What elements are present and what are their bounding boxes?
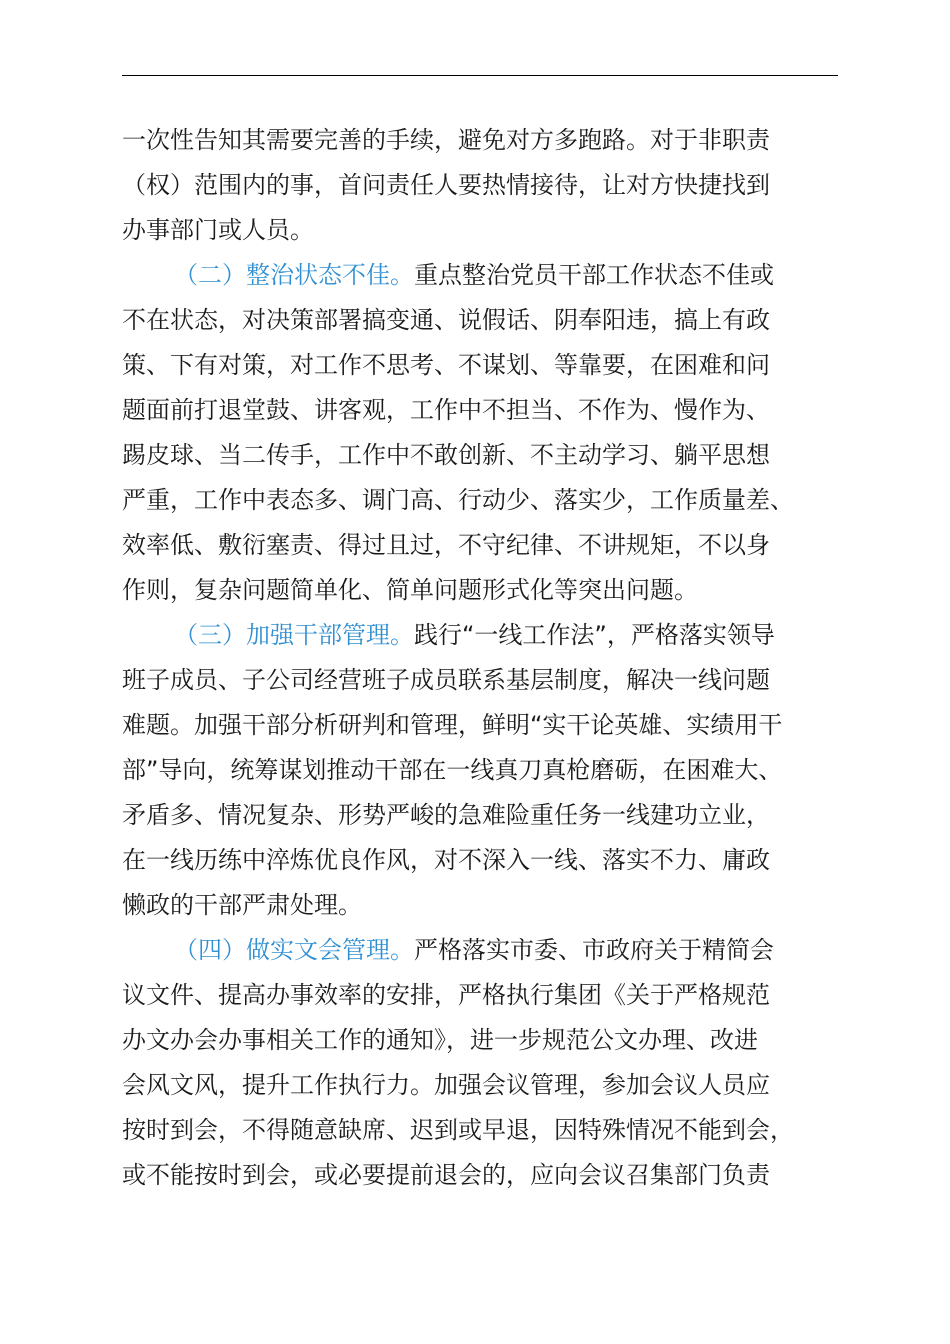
text-run: 重点整治党员干部工作状态不佳或 — [414, 261, 774, 289]
text-line: 不在状态，对决策部署搞变通、说假话、阴奉阳违，搞上有政 — [122, 306, 770, 334]
text-line: 懒政的干部严肃处理。 — [122, 891, 362, 919]
text-line: 按时到会，不得随意缺席、迟到或早退，因特殊情况不能到会， — [122, 1116, 794, 1144]
text-line: 题面前打退堂鼓、讲客观，工作中不担当、不作为、慢作为、 — [122, 396, 770, 424]
text-line: 踢皮球、当二传手，工作中不敢创新、不主动学习、躺平思想 — [122, 441, 770, 469]
document-body — [122, 118, 838, 1198]
text-line: 策、下有对策，对工作不思考、不谋划、等靠要，在困难和问 — [122, 351, 770, 379]
text-run: 践行“一线工作法”，严格落实领导 — [414, 621, 775, 649]
text-line: 班子成员、子公司经营班子成员联系基层制度，解决一线问题 — [122, 666, 770, 694]
paragraph-start-line — [122, 928, 838, 973]
text-line: 在一线历练中淬炼优良作风，对不深入一线、落实不力、庸政 — [122, 846, 770, 874]
text-line: 效率低、敷衍塞责、得过且过，不守纪律、不讲规矩，不以身 — [122, 531, 770, 559]
text-line: 严重，工作中表态多、调门高、行动少、落实少，工作质量差、 — [122, 486, 794, 514]
text-line: 作则，复杂问题简单化、简单问题形式化等突出问题。 — [122, 576, 698, 604]
text-line: 会风文风，提升工作执行力。加强会议管理，参加会议人员应 — [122, 1071, 770, 1099]
section-heading: （四）做实文会管理。 — [174, 936, 414, 964]
text-line: 或不能按时到会，或必要提前退会的，应向会议召集部门负责 — [122, 1161, 770, 1189]
text-line: （权）范围内的事，首问责任人要热情接待，让对方快捷找到 — [122, 171, 770, 199]
text-line: 一次性告知其需要完善的手续，避免对方多跑路。对于非职责 — [122, 126, 770, 154]
text-line: 难题。加强干部分析研判和管理，鲜明“实干论英雄、实绩用干 — [122, 711, 783, 739]
text-line: 矛盾多、情况复杂、形势严峻的急难险重任务一线建功立业， — [122, 801, 770, 829]
text-line: 议文件、提高办事效率的安排，严格执行集团《关于严格规范 — [122, 981, 770, 1009]
paragraph-start-line — [122, 613, 838, 658]
section-heading: （三）加强干部管理。 — [174, 621, 414, 649]
text-line: 办文办会办事相关工作的通知》，进一步规范公文办理、改进 — [122, 1026, 758, 1054]
text-line: 办事部门或人员。 — [122, 216, 314, 244]
paragraph-start-line — [122, 253, 838, 298]
section-heading: （二）整治状态不佳。 — [174, 261, 414, 289]
text-line: 部”导向，统筹谋划推动干部在一线真刀真枪磨砺，在困难大、 — [122, 756, 783, 784]
header-rule — [122, 75, 838, 76]
text-run: 严格落实市委、市政府关于精简会 — [414, 936, 774, 964]
